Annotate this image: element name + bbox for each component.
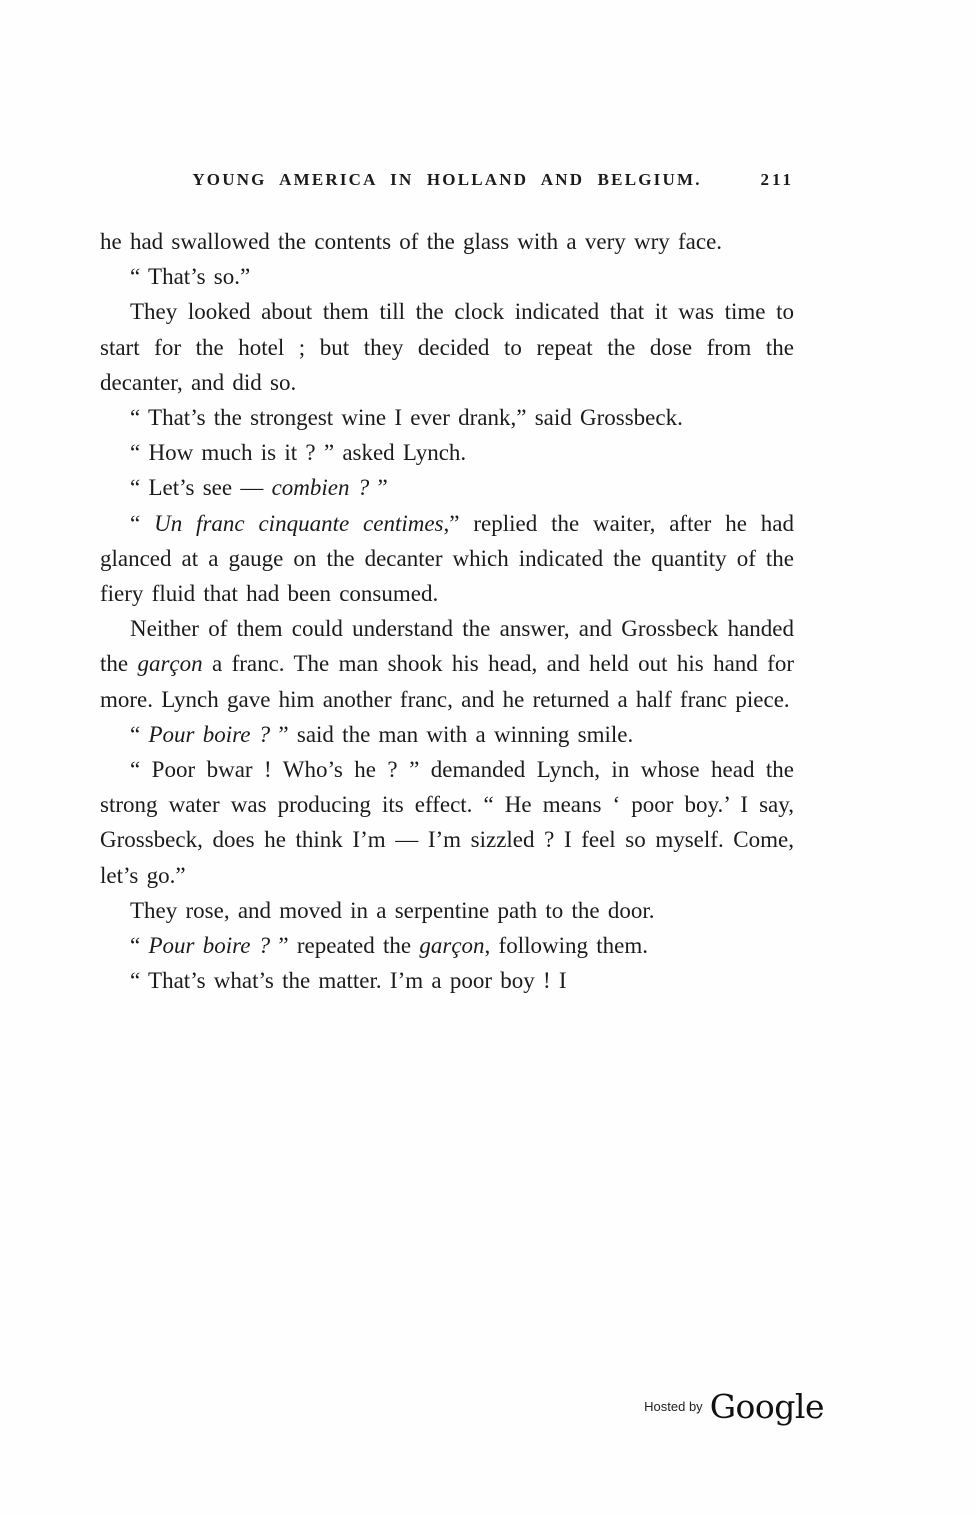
text-segment: “	[130, 721, 149, 747]
paragraph	[100, 470, 794, 505]
running-title: YOUNG AMERICA IN HOLLAND AND BELGIUM.	[192, 170, 702, 189]
italic-text: garçon	[137, 651, 203, 677]
text-segment: They rose, and moved in a serpentine path to the door.	[130, 897, 655, 923]
paragraph	[100, 963, 794, 998]
paragraph	[100, 893, 794, 928]
paragraph	[100, 611, 794, 717]
text-segment: “ That’s what’s the matter. I’m a poor boy ! I	[130, 968, 567, 994]
text-segment: Neither of them could understand the answer, and Grossbeck handed the	[100, 616, 794, 677]
paragraph	[100, 506, 794, 612]
paragraph	[100, 400, 794, 435]
page-number: 211	[760, 170, 794, 189]
paragraph	[100, 435, 794, 470]
text-segment: “	[130, 510, 155, 536]
page-header	[100, 170, 794, 190]
text-segment: ,” replied the waiter, after he had glanced at a gauge on the decanter which indicated the quantity of the fiery fluid that had been consumed.	[100, 510, 794, 607]
paragraph	[100, 928, 794, 963]
paragraph	[100, 752, 794, 893]
text-segment: , following them.	[484, 933, 648, 959]
italic-text: Pour boire ?	[148, 933, 271, 959]
paragraph	[100, 259, 794, 294]
text-segment: “ Let’s see —	[130, 475, 272, 501]
paragraph	[100, 717, 794, 752]
hosted-by-label: Hosted by	[644, 1399, 703, 1414]
text-segment: ”	[369, 475, 388, 501]
italic-text: combien ?	[271, 475, 370, 501]
text-segment: ” said the man with a winning smile.	[270, 721, 634, 747]
paragraph	[100, 224, 794, 259]
italic-text: garçon	[419, 933, 485, 959]
text-segment: They looked about them till the clock indicated that it was time to start for the hotel ; but they decided to repeat the dose from the decanter, and did so.	[100, 299, 794, 395]
text-segment: ” repeated the	[270, 933, 420, 959]
text-segment: “ That’s so.”	[130, 264, 251, 290]
text-segment: he had swallowed the contents of the glass with a very wry face.	[100, 229, 723, 254]
text-segment: “ That’s the strongest wine I ever drank,” said Grossbeck.	[130, 405, 683, 431]
page-body	[100, 224, 794, 998]
google-logo: Google	[709, 1387, 824, 1426]
text-segment: “ How much is it ? ” asked Lynch.	[130, 440, 467, 466]
paragraph	[100, 294, 794, 400]
text-segment: a franc. The man shook his head, and held out his hand for more. Lynch gave him another franc, and he returned a half franc piece.	[100, 651, 794, 712]
page-footer	[644, 1387, 824, 1426]
text-segment: “ Poor bwar ! Who’s he ? ” demanded Lynch, in whose head the strong water was producing its effect. “ He means ‘ poor boy.’ I say, Grossbeck, does he think I’m — I’m sizzled ? I feel so myself. Come, let’s go.”	[100, 757, 794, 888]
italic-text: Pour boire ?	[148, 721, 271, 747]
text-segment: “	[130, 933, 149, 959]
italic-text: Un franc cinquante centimes	[154, 510, 444, 536]
